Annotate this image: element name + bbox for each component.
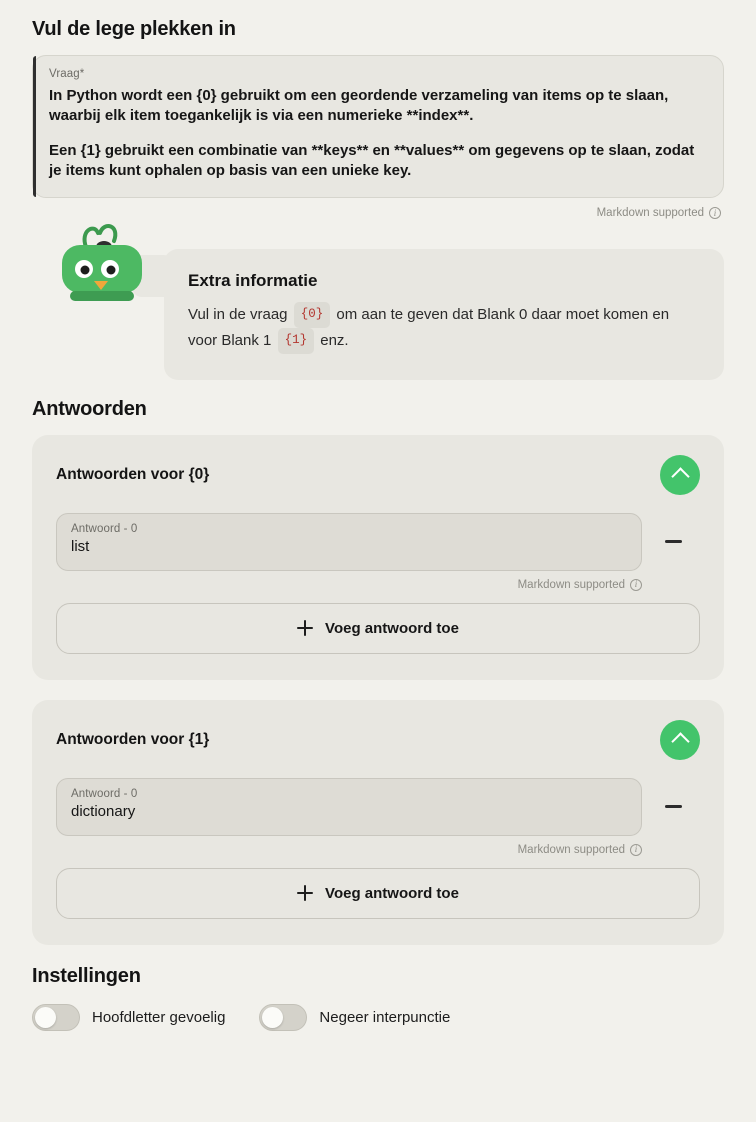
answer-input-group-0-0[interactable]	[56, 513, 642, 571]
answers-group-0-title: Antwoorden voor {0}	[56, 465, 210, 483]
toggle-ignore-punctuation[interactable]	[259, 1004, 307, 1031]
info-icon[interactable]: i	[630, 579, 642, 591]
extra-info-text-3: enz.	[320, 331, 349, 349]
settings-row	[32, 1004, 724, 1055]
markdown-note-label: Markdown supported	[517, 578, 625, 591]
question-paragraph-1: In Python wordt een {0} gebruikt om een geordende verzameling van items op te slaan, waarbij elk item toegankelijk is via een numerieke **index**.	[49, 87, 669, 125]
add-answer-button-group-1[interactable]	[56, 868, 700, 919]
answer-input-group-1-0[interactable]	[56, 778, 642, 836]
toggle-ignore-punctuation-label: Negeer interpunctie	[319, 1008, 451, 1026]
setting-case-sensitive	[32, 1004, 225, 1031]
plus-icon	[297, 620, 313, 636]
minus-icon	[665, 805, 682, 807]
answers-group-0-markdown-note	[56, 579, 700, 591]
add-answer-label: Voeg antwoord toe	[325, 619, 459, 637]
toggle-knob	[262, 1007, 283, 1028]
add-answer-button-group-0[interactable]	[56, 603, 700, 654]
collapse-toggle-group-1[interactable]	[660, 720, 700, 760]
page-title: Vul de lege plekken in	[32, 18, 236, 40]
question-field[interactable]	[32, 55, 724, 198]
remove-answer-group-0-0[interactable]	[656, 525, 690, 559]
answers-group-1	[32, 700, 724, 945]
answers-group-1-title: Antwoorden voor {1}	[56, 730, 210, 748]
settings-section-title: Instellingen	[32, 964, 141, 987]
chevron-up-icon	[671, 732, 689, 750]
answer-row-group-1-0	[56, 778, 700, 836]
toggle-knob	[35, 1007, 56, 1028]
toggle-case-sensitive-label: Hoofdletter gevoelig	[92, 1008, 226, 1026]
plus-icon	[297, 885, 313, 901]
info-icon[interactable]: i	[630, 844, 642, 856]
question-field-label: Vraag*	[49, 68, 85, 80]
answers-group-0-header	[56, 455, 700, 495]
answers-section-title: Antwoorden	[32, 397, 147, 420]
setting-ignore-punctuation	[259, 1004, 450, 1031]
extra-info-text-2: om aan te geven dat Blank 0 daar moet komen en voor Blank 1	[188, 306, 670, 349]
answers-group-1-header	[56, 720, 700, 760]
answer-value-group-0-0: list	[71, 537, 90, 555]
remove-answer-group-1-0[interactable]	[656, 790, 690, 824]
answer-label-group-0-0: Antwoord - 0	[71, 522, 138, 535]
question-paragraph-2: Een {1} gebruikt een combinatie van **keys** en **values** om gegevens op te slaan, zodat je items kunt ophalen op basis van een unieke key.	[49, 141, 695, 179]
info-icon[interactable]: i	[709, 207, 721, 219]
answers-group-1-markdown-note	[56, 844, 700, 856]
extra-info-title: Extra informatie	[188, 271, 318, 290]
toggle-case-sensitive[interactable]	[32, 1004, 80, 1031]
code-chip-blank-0: {0}	[294, 302, 331, 328]
extra-info-text-1: Vul in de vraag	[188, 306, 288, 323]
chevron-up-icon	[671, 467, 689, 485]
extra-info-block	[32, 249, 724, 380]
add-answer-label: Voeg antwoord toe	[325, 884, 459, 902]
extra-info-text	[188, 302, 700, 354]
answer-row-group-0-0	[56, 513, 700, 571]
markdown-note-label: Markdown supported	[596, 207, 704, 219]
question-text	[49, 86, 707, 181]
code-chip-blank-1: {1}	[278, 328, 315, 354]
answer-label-group-1-0: Antwoord - 0	[71, 787, 138, 800]
markdown-note-label: Markdown supported	[517, 843, 625, 856]
collapse-toggle-group-0[interactable]	[660, 455, 700, 495]
extra-info-card	[164, 249, 724, 380]
minus-icon	[665, 540, 682, 542]
mascot-icon	[40, 213, 170, 333]
answer-value-group-1-0: dictionary	[71, 802, 136, 820]
answers-group-0	[32, 435, 724, 680]
fill-in-the-blanks-editor	[0, 18, 756, 1055]
